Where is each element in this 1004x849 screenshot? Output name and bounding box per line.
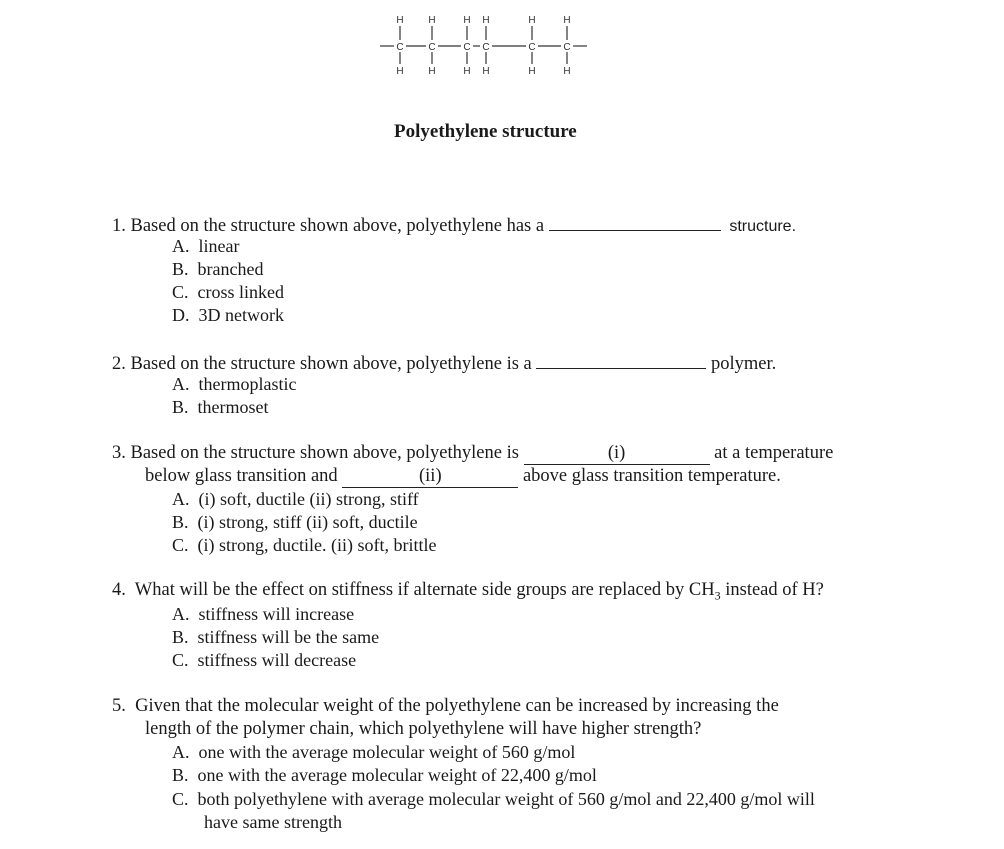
hydrogen-atom: H (428, 66, 436, 77)
question-number: 5. (112, 696, 126, 716)
question-text: Given that the molecular weight of the polyethylene can be increased by increasing the (135, 696, 779, 716)
answer-blank-ii[interactable]: (ii) (342, 466, 518, 488)
option-1d[interactable]: D. 3D network (172, 305, 284, 325)
option-4c[interactable]: C. stiffness will decrease (172, 650, 357, 670)
option-5c[interactable]: C. both polyethylene with average molecular weight of 560 g/mol and 22,400 g/mol will (172, 789, 815, 809)
figure-caption: Polyethylene structure (394, 121, 577, 142)
question-number: 4. (112, 580, 126, 600)
carbon-atom: C (563, 42, 571, 53)
hydrogen-atom: H (563, 15, 571, 26)
hydrogen-atom: H (528, 15, 536, 26)
question-text: Based on the structure shown above, polyethylene is (130, 443, 519, 463)
question-5-line-2: length of the polymer chain, which polyethylene will have higher strength? (145, 719, 702, 739)
question-text-after: instead of H? (720, 580, 824, 600)
hydrogen-atom: H (482, 15, 490, 26)
carbon-atom: C (528, 42, 536, 53)
question-text-after: polymer. (711, 354, 777, 374)
option-5c-continuation: have same strength (204, 812, 342, 832)
question-text-mid: at a temperature (714, 443, 834, 463)
hydrogen-atom: H (396, 66, 404, 77)
question-5 (112, 696, 779, 717)
question-3-line-2 (145, 466, 781, 488)
question-text-after: structure. (729, 218, 797, 235)
carbon-atom: C (396, 42, 404, 53)
hydrogen-atom: H (428, 15, 436, 26)
option-3a[interactable]: A. (i) soft, ductile (ii) strong, stiff (172, 489, 419, 509)
answer-blank-i[interactable]: (i) (524, 443, 710, 465)
option-2b[interactable]: B. thermoset (172, 397, 269, 417)
question-text: What will be the effect on stiffness if alternate side groups are replaced by CH (134, 580, 715, 600)
carbon-atom: C (463, 42, 471, 53)
option-3c[interactable]: C. (i) strong, ductile. (ii) soft, brittle (172, 535, 437, 555)
question-number: 2. (112, 354, 126, 374)
answer-blank[interactable] (549, 212, 721, 231)
option-5b[interactable]: B. one with the average molecular weight of 22,400 g/mol (172, 765, 597, 785)
subscript: 3 (714, 588, 721, 603)
question-text-after: above glass transition temperature. (522, 466, 781, 486)
hydrogen-atom: H (396, 15, 404, 26)
hydrogen-atom: H (563, 66, 571, 77)
question-2 (112, 350, 776, 375)
option-1c[interactable]: C. cross linked (172, 282, 284, 302)
hydrogen-atom: H (482, 66, 490, 77)
hydrogen-atom: H (463, 66, 471, 77)
option-3b[interactable]: B. (i) strong, stiff (ii) soft, ductile (172, 512, 418, 532)
question-text: Based on the structure shown above, polyethylene has a (130, 216, 545, 236)
option-2a[interactable]: A. thermoplastic (172, 374, 297, 394)
question-3 (112, 443, 833, 465)
option-1a[interactable]: A. linear (172, 236, 240, 256)
question-4 (112, 580, 824, 604)
hydrogen-atom: H (528, 66, 536, 77)
question-1 (112, 212, 796, 237)
option-4a[interactable]: A. stiffness will increase (172, 604, 355, 624)
carbon-atom: C (482, 42, 490, 53)
option-5a[interactable]: A. one with the average molecular weight of 560 g/mol (172, 742, 576, 762)
carbon-atom: C (428, 42, 436, 53)
option-4b[interactable]: B. stiffness will be the same (172, 627, 380, 647)
question-number: 1. (112, 216, 126, 236)
question-text: below glass transition and (145, 466, 338, 486)
polyethylene-structure-diagram (380, 10, 620, 90)
question-text: Based on the structure shown above, polyethylene is a (130, 354, 532, 374)
hydrogen-atom: H (463, 15, 471, 26)
question-number: 3. (112, 443, 126, 463)
answer-blank[interactable] (536, 350, 706, 369)
option-1b[interactable]: B. branched (172, 259, 264, 279)
